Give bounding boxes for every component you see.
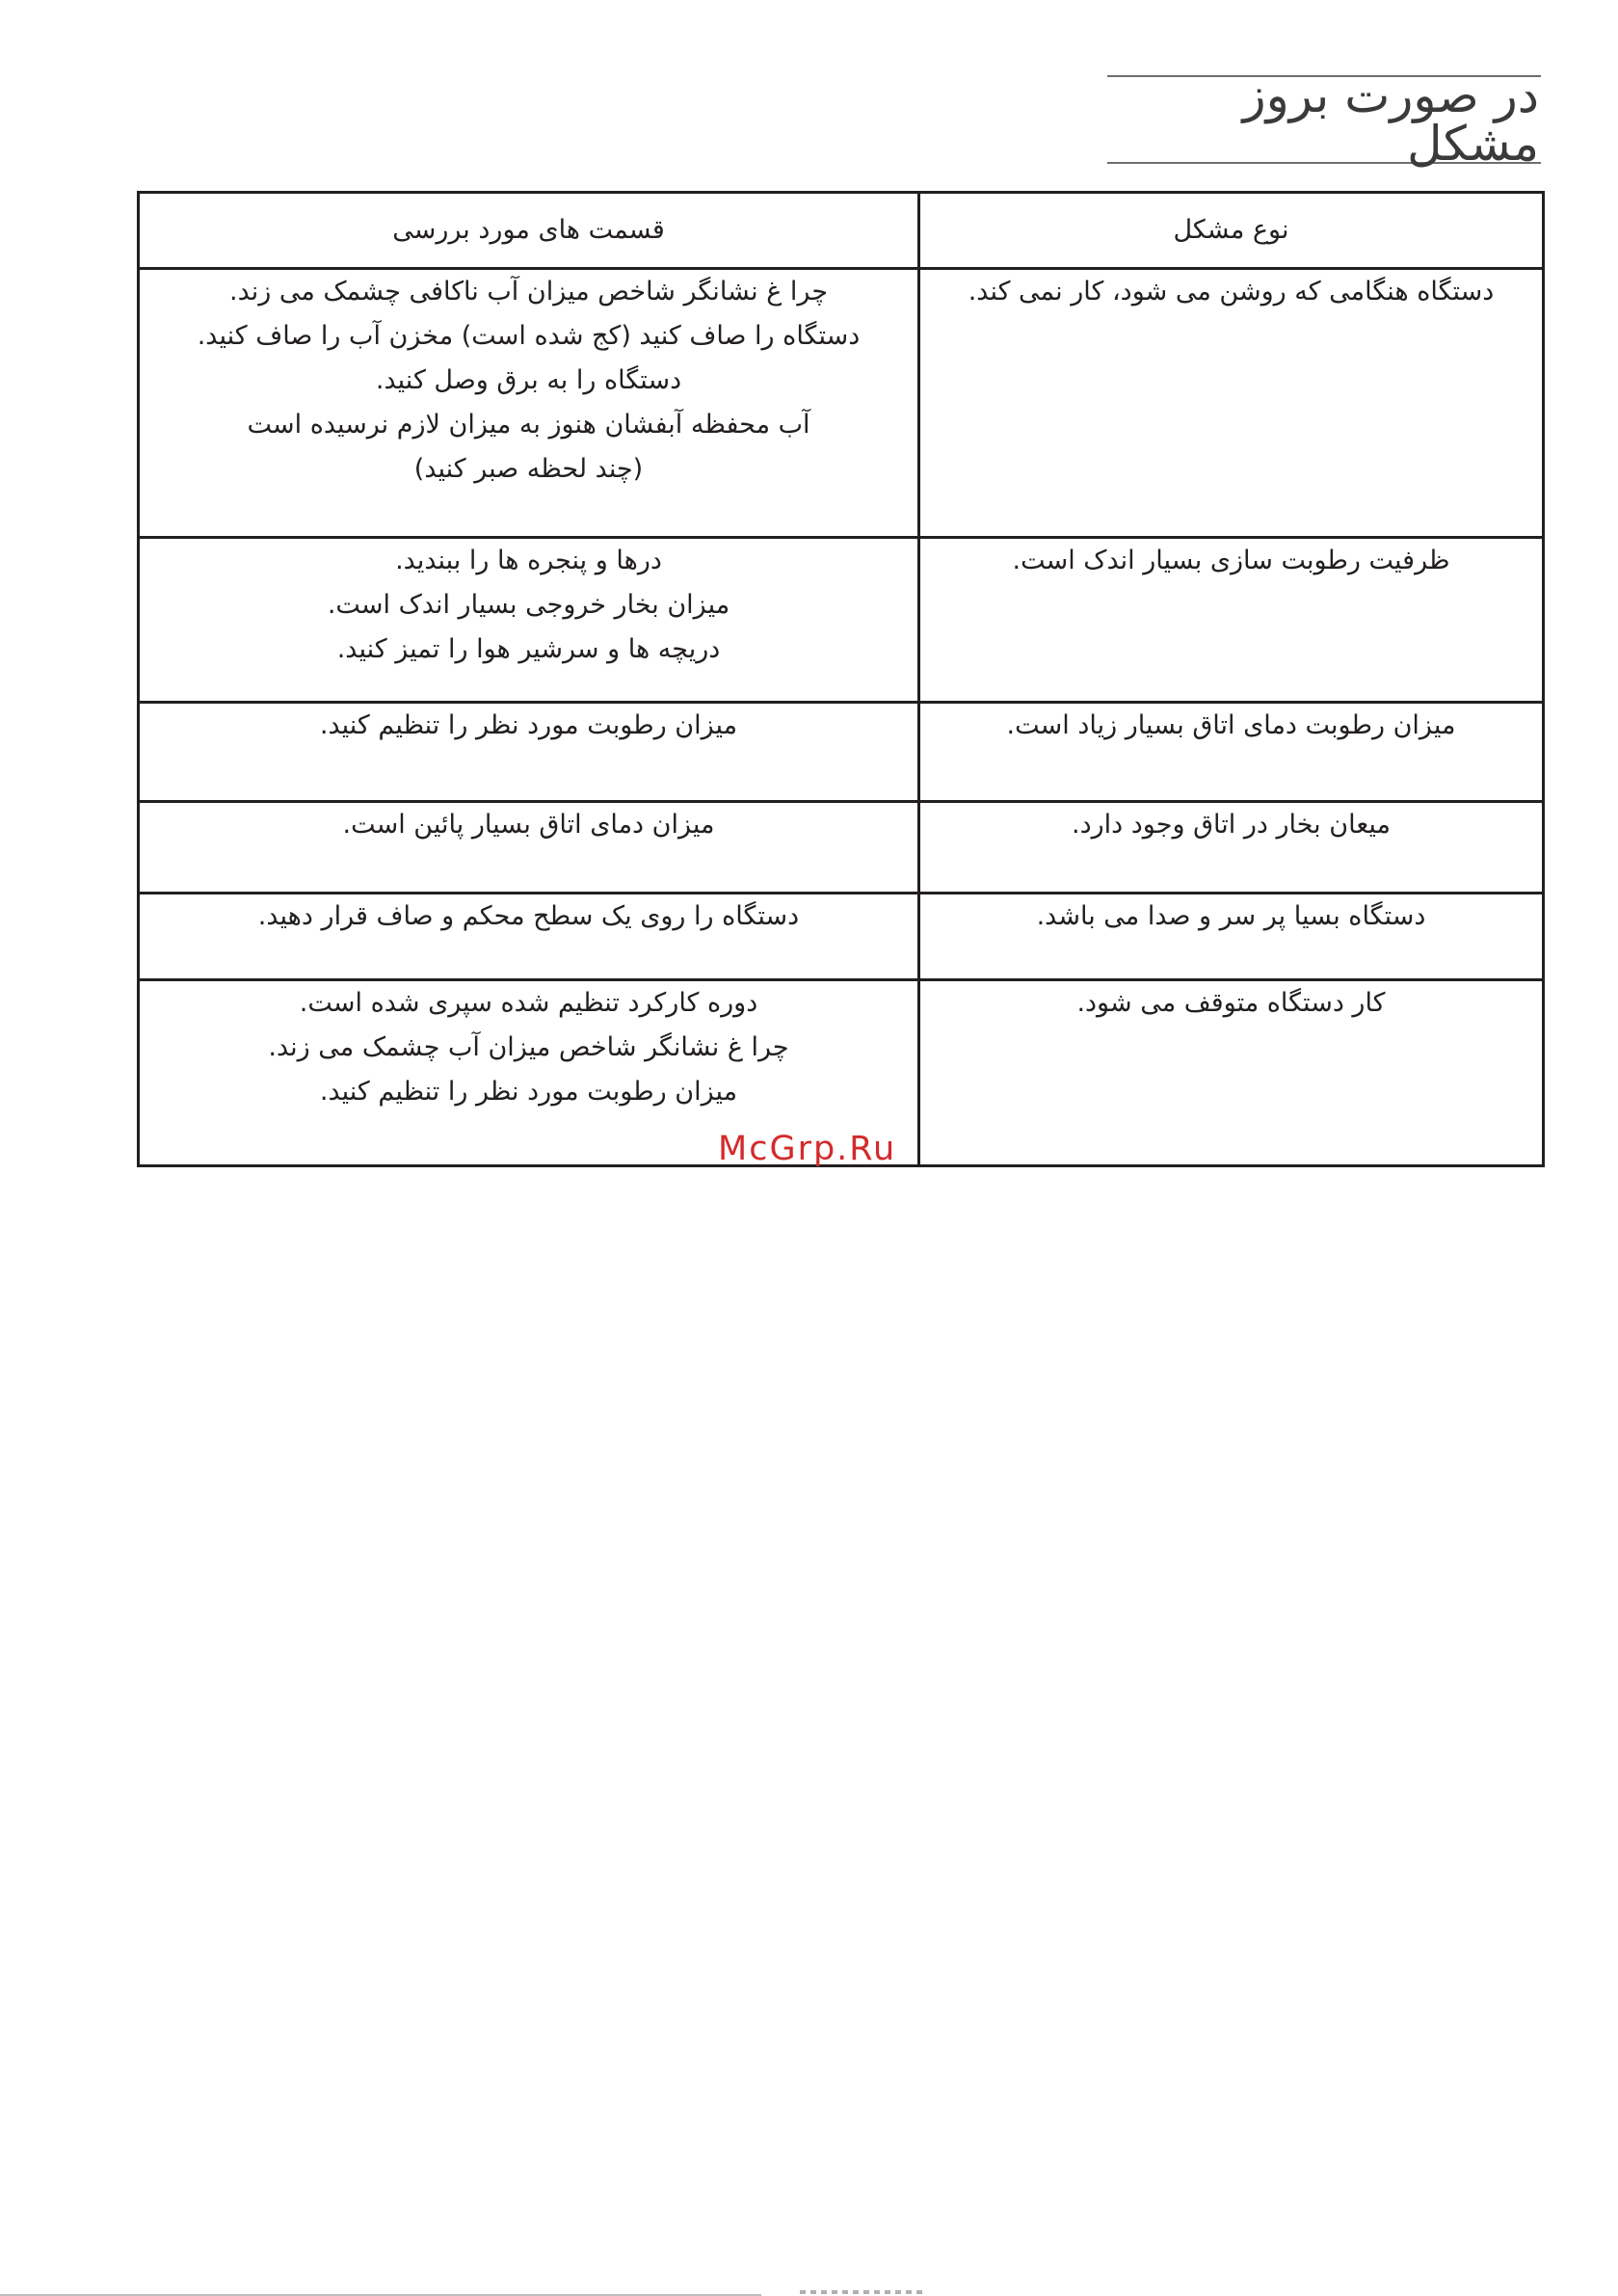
problem-cell xyxy=(919,538,1544,703)
check-cell xyxy=(139,703,919,802)
table-row xyxy=(139,703,1544,802)
problem-cell xyxy=(919,894,1544,980)
table-row xyxy=(139,802,1544,894)
page-title: در صورت بروز مشکل xyxy=(1242,67,1539,172)
problem-cell xyxy=(919,980,1544,1166)
problem-text: میعان بخار در اتاق وجود دارد. xyxy=(1072,810,1391,840)
check-cell xyxy=(139,269,919,538)
check-line: آب محفظه آبفشان هنوز به میزان لازم نرسیده است xyxy=(247,410,810,440)
problem-text: ظرفیت رطوبت سازی بسیار اندک است. xyxy=(1012,546,1450,575)
problem-cell xyxy=(919,269,1544,538)
troubleshooting-table xyxy=(137,191,1545,1167)
problem-text: میزان رطوبت دمای اتاق بسیار زیاد است. xyxy=(1006,710,1456,740)
table-header-row xyxy=(139,193,1544,269)
heading-box xyxy=(1107,67,1541,172)
check-cell xyxy=(139,538,919,703)
watermark-text: McGrp.Ru xyxy=(718,1130,897,1168)
check-line: دوره کارکرد تنظیم شده سپری شده است. xyxy=(299,988,758,1018)
check-line: (چند لحظه صبر کنید) xyxy=(413,454,644,484)
check-line: دریچه ها و سرشیر هوا را تمیز کنید. xyxy=(336,634,721,664)
check-cell xyxy=(139,894,919,980)
problem-text: کار دستگاه متوقف می شود. xyxy=(1076,988,1386,1018)
check-line: دستگاه را صاف کنید (کج شده است) مخزن آب را صاف کنید. xyxy=(197,321,861,351)
problem-text: دستگاه بسیا پر سر و صدا می باشد. xyxy=(1036,901,1426,931)
problem-cell xyxy=(919,802,1544,894)
check-line: دستگاه را به برق وصل کنید. xyxy=(375,365,682,395)
check-line: میزان رطوبت مورد نظر را تنظیم کنید. xyxy=(319,710,738,740)
check-line: میزان رطوبت مورد نظر را تنظیم کنید. xyxy=(319,1077,738,1107)
check-line: میزان دمای اتاق بسیار پائین است. xyxy=(342,810,715,840)
header-problem: نوع مشکل xyxy=(919,193,1544,269)
footer-marks xyxy=(800,2290,925,2294)
problem-cell xyxy=(919,703,1544,802)
check-line: میزان بخار خروجی بسیار اندک است. xyxy=(327,590,730,620)
header-check: قسمت های مورد بررسی xyxy=(139,193,919,269)
check-line: چرا غ نشانگر شاخص میزان آب چشمک می زند. xyxy=(268,1032,789,1062)
problem-text: دستگاه هنگامی که روشن می شود، کار نمی کند. xyxy=(968,277,1495,307)
check-line: دستگاه را روی یک سطح محکم و صاف قرار دهید. xyxy=(257,901,800,931)
table-body xyxy=(139,269,1544,1166)
check-line: درها و پنجره ها را ببندید. xyxy=(395,546,662,575)
check-cell xyxy=(139,802,919,894)
table-row xyxy=(139,269,1544,538)
table-row xyxy=(139,894,1544,980)
check-line: چرا غ نشانگر شاخص میزان آب ناکافی چشمک می زند. xyxy=(228,277,829,307)
table-row xyxy=(139,538,1544,703)
